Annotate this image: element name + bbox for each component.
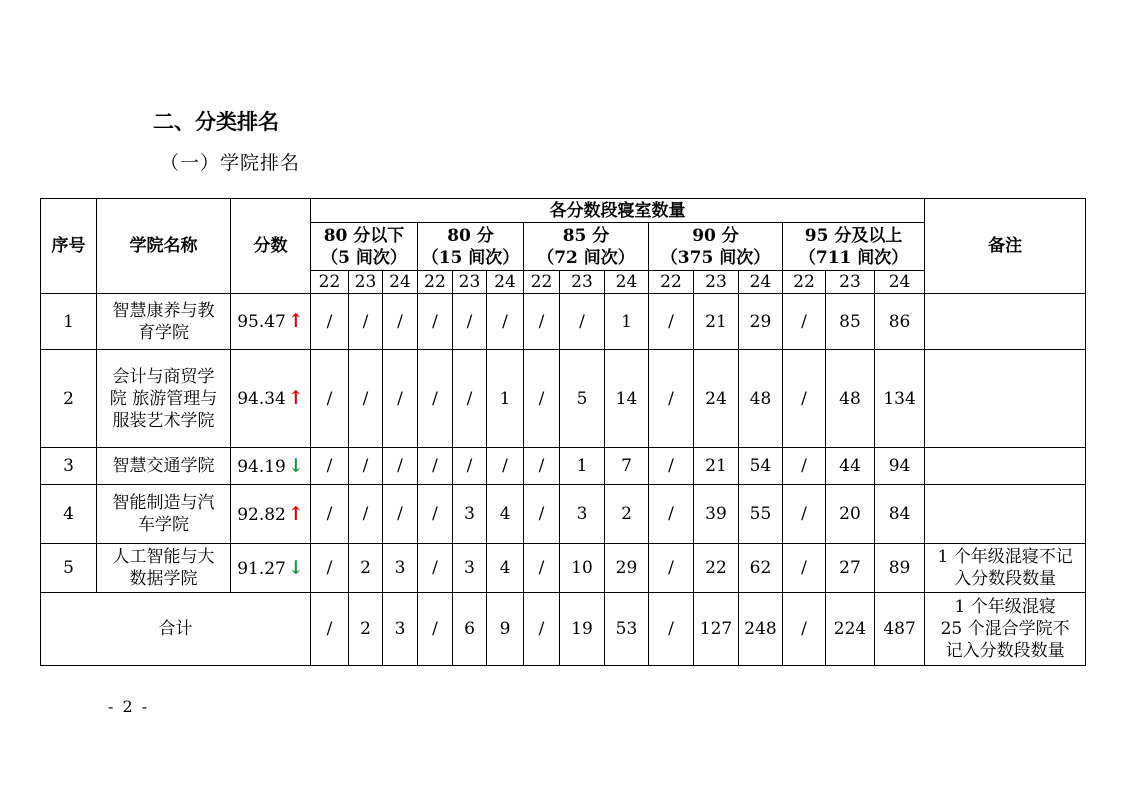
count-cell: 94 — [875, 448, 925, 485]
header-year: 23 — [349, 271, 383, 294]
total-remark-line: 1 个年级混寝 — [954, 597, 1056, 617]
total-count-cell: 224 — [826, 593, 875, 666]
count-cell: / — [524, 544, 560, 593]
count-cell: 48 — [826, 350, 875, 448]
total-count-cell: 9 — [487, 593, 524, 666]
count-cell: 29 — [605, 544, 649, 593]
count-cell: / — [649, 350, 694, 448]
count-cell: 22 — [694, 544, 739, 593]
header-year: 24 — [605, 271, 649, 294]
row-score: 95.47 — [237, 312, 286, 332]
count-cell: 1 — [605, 294, 649, 350]
count-cell: / — [453, 350, 487, 448]
count-cell: 2 — [349, 544, 383, 593]
count-cell: / — [311, 294, 349, 350]
count-cell: / — [383, 448, 418, 485]
header-year: 22 — [524, 271, 560, 294]
count-cell: / — [311, 350, 349, 448]
count-cell: 54 — [739, 448, 783, 485]
row-remark — [925, 350, 1086, 448]
count-cell: 85 — [826, 294, 875, 350]
row-score-cell — [231, 448, 311, 485]
header-year: 24 — [875, 271, 925, 294]
table-row — [41, 294, 1086, 350]
count-cell: / — [487, 294, 524, 350]
count-cell: 48 — [739, 350, 783, 448]
count-cell: / — [349, 294, 383, 350]
count-cell: 21 — [694, 294, 739, 350]
page-number: - 2 - — [108, 697, 150, 716]
count-cell: / — [383, 294, 418, 350]
count-cell: / — [311, 485, 349, 544]
count-cell: / — [783, 294, 826, 350]
header-year: 24 — [487, 271, 524, 294]
total-remark-line: 25 个混合学院不 — [940, 619, 1070, 639]
count-cell: 86 — [875, 294, 925, 350]
trend-up-icon: ↑ — [287, 387, 304, 409]
trend-down-icon: ↓ — [287, 454, 304, 477]
header-year: 22 — [418, 271, 453, 294]
count-cell: / — [524, 294, 560, 350]
header-college: 学院名称 — [97, 199, 231, 294]
table-row — [41, 544, 1086, 593]
count-cell: 21 — [694, 448, 739, 485]
total-count-cell: 3 — [383, 593, 418, 666]
count-cell: 44 — [826, 448, 875, 485]
count-cell: 20 — [826, 485, 875, 544]
total-count-cell: 53 — [605, 593, 649, 666]
header-band-80: 80 分 （15 间次） — [418, 223, 524, 271]
row-seq: 5 — [41, 544, 97, 593]
count-cell: 2 — [605, 485, 649, 544]
row-college-name: 人工智能与大数据学院 — [97, 544, 231, 593]
subsection-title: （一）学院排名 — [160, 152, 301, 174]
count-cell: / — [649, 294, 694, 350]
row-score: 91.27 — [237, 558, 286, 579]
row-seq: 2 — [41, 350, 97, 448]
count-cell: / — [418, 350, 453, 448]
row-remark — [925, 485, 1086, 544]
table-row — [41, 485, 1086, 544]
count-cell: / — [524, 350, 560, 448]
count-cell: / — [560, 294, 605, 350]
header-year: 24 — [383, 271, 418, 294]
total-count-cell: 248 — [739, 593, 783, 666]
count-cell: 62 — [739, 544, 783, 593]
count-cell: 3 — [560, 485, 605, 544]
header-remarks: 备注 — [925, 199, 1086, 294]
count-cell: / — [383, 485, 418, 544]
count-cell: / — [418, 294, 453, 350]
header-year: 22 — [649, 271, 694, 294]
row-score-cell — [231, 294, 311, 350]
trend-up-icon: ↑ — [287, 310, 304, 332]
count-cell: / — [418, 485, 453, 544]
count-cell: / — [649, 485, 694, 544]
count-cell: / — [487, 448, 524, 485]
row-score: 94.19 — [237, 456, 286, 477]
row-seq: 3 — [41, 448, 97, 485]
table-row — [41, 448, 1086, 485]
count-cell: / — [453, 294, 487, 350]
count-cell: 1 — [487, 350, 524, 448]
count-cell: 7 — [605, 448, 649, 485]
row-college-name: 智慧交通学院 — [97, 448, 231, 485]
count-cell: 3 — [383, 544, 418, 593]
total-count-cell: 2 — [349, 593, 383, 666]
count-cell: / — [418, 544, 453, 593]
count-cell: / — [783, 350, 826, 448]
header-year: 23 — [560, 271, 605, 294]
header-score: 分数 — [231, 199, 311, 294]
row-remark — [925, 448, 1086, 485]
total-count-cell: / — [649, 593, 694, 666]
header-band-90: 90 分 （375 间次） — [649, 223, 783, 271]
header-band-below80: 80 分以下 （5 间次） — [311, 223, 418, 271]
count-cell: 3 — [453, 544, 487, 593]
count-cell: 10 — [560, 544, 605, 593]
count-cell: 29 — [739, 294, 783, 350]
header-band-group: 各分数段寝室数量 — [311, 199, 925, 223]
count-cell: 5 — [560, 350, 605, 448]
count-cell: 84 — [875, 485, 925, 544]
count-cell: 89 — [875, 544, 925, 593]
count-cell: 27 — [826, 544, 875, 593]
total-label: 合计 — [41, 593, 311, 666]
count-cell: / — [418, 448, 453, 485]
count-cell: 4 — [487, 485, 524, 544]
count-cell: 14 — [605, 350, 649, 448]
count-cell: / — [349, 350, 383, 448]
count-cell: / — [524, 448, 560, 485]
row-score-cell — [231, 350, 311, 448]
section-title: 二、分类排名 — [153, 109, 279, 134]
row-score-cell — [231, 544, 311, 593]
count-cell: 3 — [453, 485, 487, 544]
row-college-name: 智能制造与汽车学院 — [97, 485, 231, 544]
total-count-cell: 487 — [875, 593, 925, 666]
header-year: 22 — [311, 271, 349, 294]
total-remark-line: 记入分数段数量 — [945, 641, 1065, 661]
header-year: 24 — [739, 271, 783, 294]
trend-up-icon: ↑ — [287, 502, 304, 525]
table-row — [41, 350, 1086, 448]
count-cell: / — [349, 448, 383, 485]
count-cell: / — [783, 485, 826, 544]
count-cell: / — [649, 544, 694, 593]
row-seq: 1 — [41, 294, 97, 350]
count-cell: 39 — [694, 485, 739, 544]
count-cell: 1 — [560, 448, 605, 485]
trend-down-icon: ↓ — [287, 556, 304, 579]
total-count-cell: 19 — [560, 593, 605, 666]
header-band-95plus: 95 分及以上 （711 间次） — [783, 223, 925, 271]
count-cell: / — [649, 448, 694, 485]
count-cell: 55 — [739, 485, 783, 544]
count-cell: / — [453, 448, 487, 485]
total-remark — [925, 593, 1086, 666]
row-score: 94.34 — [237, 389, 286, 409]
header-year: 23 — [453, 271, 487, 294]
count-cell: / — [383, 350, 418, 448]
row-college-name: 智慧康养与教育学院 — [97, 294, 231, 350]
row-remark: 1 个年级混寝不记入分数段数量 — [925, 544, 1086, 593]
header-seq: 序号 — [41, 199, 97, 294]
total-count-cell: / — [418, 593, 453, 666]
total-count-cell: 6 — [453, 593, 487, 666]
count-cell: / — [524, 485, 560, 544]
row-seq: 4 — [41, 485, 97, 544]
header-band-85: 85 分 （72 间次） — [524, 223, 649, 271]
row-score-cell — [231, 485, 311, 544]
total-count-cell: / — [524, 593, 560, 666]
count-cell: 24 — [694, 350, 739, 448]
total-row — [41, 593, 1086, 666]
count-cell: / — [783, 544, 826, 593]
row-remark — [925, 294, 1086, 350]
college-ranking-table — [40, 198, 1086, 666]
total-count-cell: 127 — [694, 593, 739, 666]
total-count-cell: / — [783, 593, 826, 666]
count-cell: / — [311, 544, 349, 593]
count-cell: 4 — [487, 544, 524, 593]
count-cell: / — [783, 448, 826, 485]
header-year: 23 — [826, 271, 875, 294]
header-year: 23 — [694, 271, 739, 294]
header-year: 22 — [783, 271, 826, 294]
count-cell: 134 — [875, 350, 925, 448]
row-college-name: 会计与商贸学院 旅游管理与服装艺术学院 — [97, 350, 231, 448]
row-score: 92.82 — [237, 504, 286, 525]
count-cell: / — [349, 485, 383, 544]
count-cell: / — [311, 448, 349, 485]
total-count-cell: / — [311, 593, 349, 666]
